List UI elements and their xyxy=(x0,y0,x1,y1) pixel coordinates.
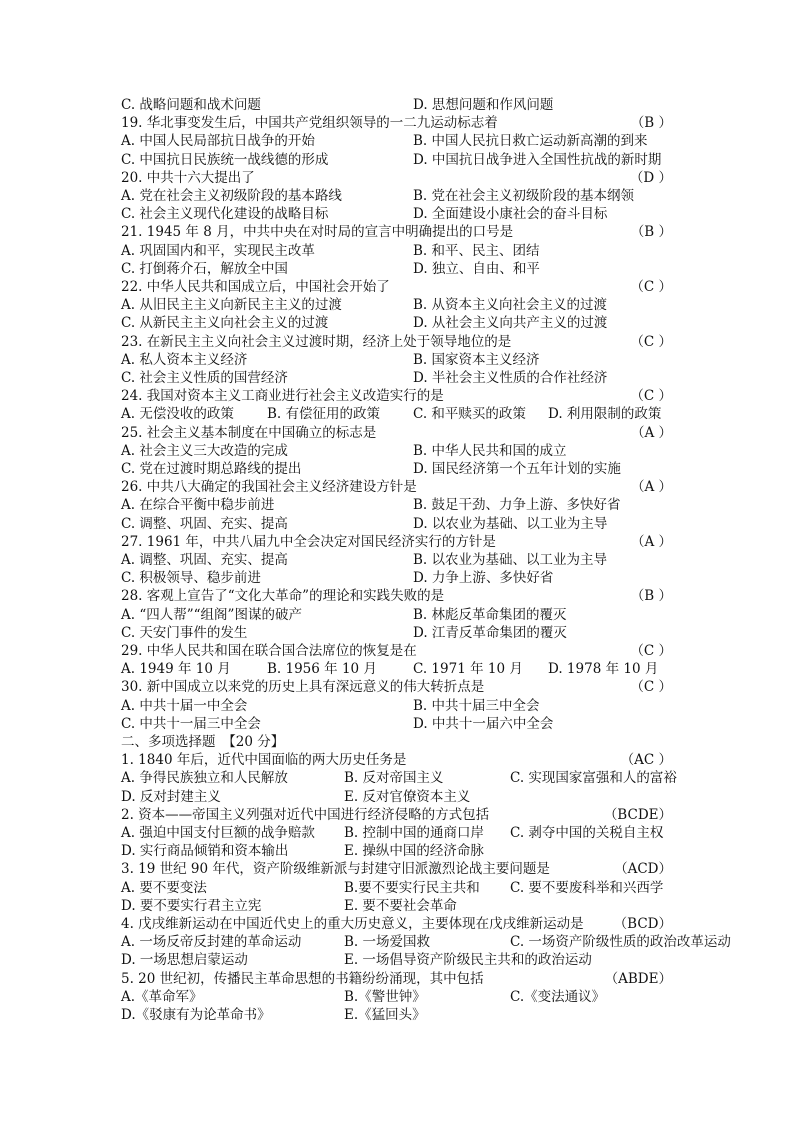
option-text: A. 社会主义三大改造的完成 xyxy=(121,442,288,459)
option-text: A. 要不要变法 xyxy=(121,879,207,896)
question-text: 29. 中华人民共和国在联合国合法席位的恢复是在 xyxy=(121,643,417,659)
option-text: B. 有偿征用的政策 xyxy=(267,406,381,423)
answer-key: （AC ） xyxy=(620,752,672,769)
option-text: C. 中共十一届三中全会 xyxy=(121,715,261,732)
option-text: D. 力争上游、多快好省 xyxy=(413,570,554,587)
option-text: D. 中国抗日战争进入全国性抗战的新时期 xyxy=(413,151,662,168)
option-text: A. 无偿没收的政策 xyxy=(121,406,234,423)
question-text: 23. 在新民主主义向社会主义过渡时期，经济上处于领导地位的是 xyxy=(121,333,512,350)
option-text: B. 和平、民主、团结 xyxy=(413,242,540,259)
answer-key: （A ） xyxy=(630,479,672,496)
option-text: B. 1956 年 10 月 xyxy=(267,661,377,678)
question-text: 28. 客观上宣告了“文化大革命”的理论和实践失败的是 xyxy=(121,588,445,605)
option-text: B. 以农业为基础、以工业为主导 xyxy=(413,552,608,568)
option-text: C. 天安门事件的发生 xyxy=(121,624,248,641)
option-text: D. 从社会主义向共产主义的过渡 xyxy=(413,315,608,332)
question-text: 5. 20 世纪初，传播民主革命思想的书籍纷纷涌现，其中包括 xyxy=(121,970,484,987)
option-text: A. “四人帮”“组阁”图谋的破产 xyxy=(121,606,302,623)
option-text: C. 剥夺中国的关税自主权 xyxy=(510,825,664,841)
option-text: A. 争得民族独立和人民解放 xyxy=(121,770,288,787)
option-text: B. 国家资本主义经济 xyxy=(413,351,540,368)
option-text: A.《革命军》 xyxy=(121,988,203,1005)
option-text: B. 林彪反革命集团的覆灭 xyxy=(413,606,567,623)
answer-key: （BCDE） xyxy=(603,806,672,823)
option-text: B. 鼓足干劲、力争上游、多快好省 xyxy=(413,497,621,514)
option-text: B. 一场爱国救 xyxy=(344,934,431,951)
option-text: A. 强迫中国支付巨额的战争赔款 xyxy=(121,825,315,841)
option-text: C. 社会主义现代化建设的战略目标 xyxy=(121,206,329,223)
answer-key: （B ） xyxy=(630,115,672,132)
option-text: A. 中共十届一中全会 xyxy=(121,697,248,714)
option-text: C. 从新民主主义向社会主义的过渡 xyxy=(121,315,329,332)
question-text: 30. 新中国成立以来党的历史上具有深远意义的伟大转折点是 xyxy=(121,679,485,696)
question-text: 27. 1961 年，中共八届九中全会决定对国民经济实行的方针是 xyxy=(121,533,496,550)
option-text: D. 一场思想启蒙运动 xyxy=(121,952,248,969)
option-text: C. 调整、巩固、充实、提高 xyxy=(121,515,288,532)
answer-key: （C ） xyxy=(630,679,672,696)
option-text: D. 要不要实行君主立宪 xyxy=(121,897,262,914)
answer-key: （C ） xyxy=(630,279,672,295)
option-text: C. 积极领导、稳步前进 xyxy=(121,570,261,587)
option-text: A. 私人资本主义经济 xyxy=(121,351,248,368)
option-text: A. 在综合平衡中稳步前进 xyxy=(121,497,275,514)
answer-key: （B ） xyxy=(630,588,672,605)
option-text: A. 党在社会主义初级阶段的基本路线 xyxy=(121,188,342,204)
question-text: 4. 戊戌维新运动在中国近代史上的重大历史意义，主要体现在戊戌维新运动是 xyxy=(121,916,584,932)
option-text: D. 中共十一届六中全会 xyxy=(413,715,554,732)
answer-key: （C ） xyxy=(630,333,672,350)
option-text: A. 巩固国内和平，实现民主改革 xyxy=(121,242,315,259)
question-text: 26. 中共八大确定的我国社会主义经济建设方针是 xyxy=(121,479,417,496)
option-text: D. 江青反革命集团的覆灭 xyxy=(413,624,567,641)
option-text: D. 实行商品倾销和资本输出 xyxy=(121,843,289,860)
option-text: A. 一场反帝反封建的革命运动 xyxy=(121,934,302,951)
option-text: B. 中华人民共和国的成立 xyxy=(413,442,567,459)
answer-key: （A ） xyxy=(630,533,672,550)
option-text: C. 战略问题和战术问题 xyxy=(121,97,261,113)
option-text: A. 从旧民主主义向新民主主义的过渡 xyxy=(121,297,342,314)
option-text: B. 中共十届三中全会 xyxy=(413,697,540,714)
option-text: B. 反对帝国主义 xyxy=(344,770,444,787)
answer-key: （BCD） xyxy=(613,916,672,932)
option-text: B.《警世钟》 xyxy=(344,988,426,1005)
option-text: C. 党在过渡时期总路线的提出 xyxy=(121,461,302,477)
option-text: B.要不要实行民主共和 xyxy=(344,879,480,896)
question-text: 21. 1945 年 8 月，中共中央在对时局的宣言中明确提出的口号是 xyxy=(121,224,514,241)
question-text: 24. 我国对资本主义工商业进行社会主义改造实行的是 xyxy=(121,388,444,405)
option-text: C. 社会主义性质的国营经济 xyxy=(121,370,288,386)
option-text: B. 党在社会主义初级阶段的基本纲领 xyxy=(413,188,635,204)
question-text: 1. 1840 年后，近代中国面临的两大历史任务是 xyxy=(121,752,407,769)
answer-key: （C ） xyxy=(630,643,672,659)
option-text: D. 独立、自由、和平 xyxy=(413,260,540,277)
option-text: D. 1978 年 10 月 xyxy=(548,661,659,678)
option-text: C. 和平赎买的政策 xyxy=(413,406,526,423)
question-text: 20. 中共十六大提出了 xyxy=(121,169,255,186)
option-text: D. 全面建设小康社会的奋斗目标 xyxy=(413,206,608,223)
option-text: C.《变法通议》 xyxy=(510,988,606,1005)
option-text: D.《驳康有为论革命书》 xyxy=(121,1007,271,1023)
option-text: D. 利用限制的政策 xyxy=(548,406,662,423)
answer-key: （C ） xyxy=(630,388,672,405)
option-text: E. 操纵中国的经济命脉 xyxy=(344,843,484,860)
option-text: B. 控制中国的通商口岸 xyxy=(344,825,485,841)
answer-key: （ABDE） xyxy=(604,970,672,987)
option-text: C. 要不要废科举和兴西学 xyxy=(510,879,664,896)
option-text: D. 半社会主义性质的合作社经济 xyxy=(413,370,608,386)
question-text: 2. 资本——帝国主义列强对近代中国进行经济侵略的方式包括 xyxy=(121,806,490,823)
question-text: 25. 社会主义基本制度在中国确立的标志是 xyxy=(121,424,377,441)
option-text: C. 中国抗日民族统一战线德的形成 xyxy=(121,151,329,168)
option-text: C. 打倒蒋介石，解放全中国 xyxy=(121,260,288,277)
option-text: E. 反对官僚资本主义 xyxy=(344,788,471,805)
answer-key: （B ） xyxy=(630,224,672,241)
option-text: A. 1949 年 10 月 xyxy=(121,661,231,678)
question-text: 二、多项选择题 【20 分】 xyxy=(121,734,285,750)
answer-key: （D ） xyxy=(629,169,672,186)
question-text: 22. 中华人民共和国成立后，中国社会开始了 xyxy=(121,279,390,295)
option-text: D. 反对封建主义 xyxy=(121,788,221,805)
option-text: C. 一场资产阶级性质的政治改革运动 xyxy=(510,934,731,951)
option-text: C. 实现国家富强和人的富裕 xyxy=(510,770,677,787)
option-text: E. 要不要社会革命 xyxy=(344,897,457,914)
option-text: D. 思想问题和作风问题 xyxy=(413,97,554,113)
answer-key: （A ） xyxy=(630,424,672,441)
answer-key: （ACD） xyxy=(614,861,672,878)
option-text: C. 1971 年 10 月 xyxy=(413,661,523,678)
option-text: D. 以农业为基础、以工业为主导 xyxy=(413,515,608,532)
option-text: B. 中国人民抗日救亡运动新高潮的到来 xyxy=(413,133,648,150)
option-text: E. 一场倡导资产阶级民主共和的政治运动 xyxy=(344,952,592,969)
option-text: A. 调整、巩固、充实、提高 xyxy=(121,552,288,568)
question-text: 3. 19 世纪 90 年代，资产阶级维新派与封建守旧派激烈论战主要问题是 xyxy=(121,861,550,878)
option-text: B. 从资本主义向社会主义的过渡 xyxy=(413,297,608,314)
option-text: A. 中国人民局部抗日战争的开始 xyxy=(121,133,315,150)
option-text: E.《猛回头》 xyxy=(344,1007,426,1023)
option-text: D. 国民经济第一个五年计划的实施 xyxy=(413,461,621,477)
question-text: 19. 华北事变发生后，中国共产党组织领导的一二九运动标志着 xyxy=(121,115,498,132)
